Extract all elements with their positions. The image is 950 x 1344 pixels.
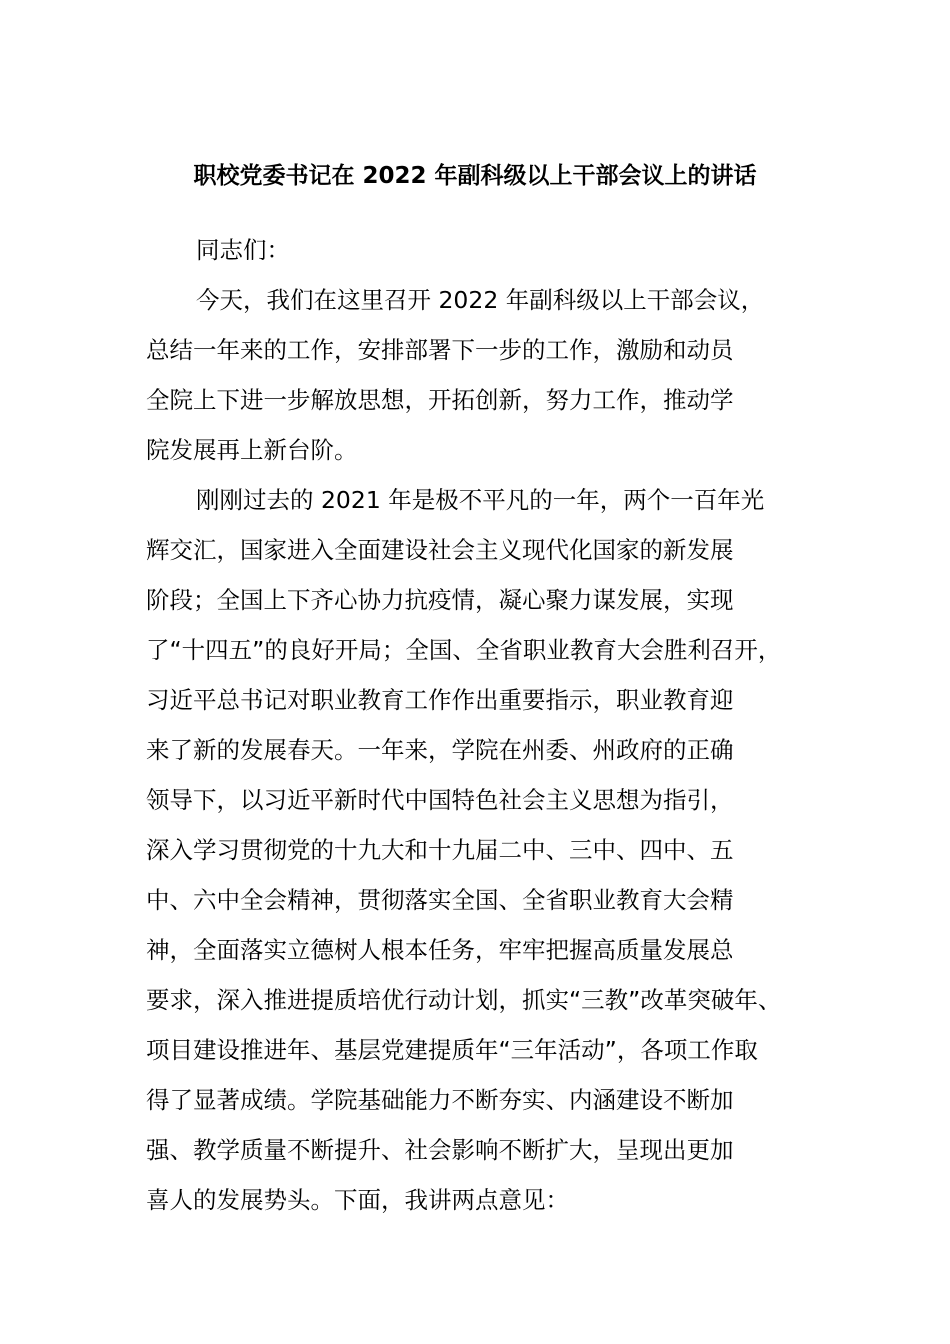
paragraph-line: 强、教学质量不断提升、社会影响不断扩大，呈现出更加	[146, 1136, 734, 1164]
paragraph-line: 习近平总书记对职业教育工作作出重要指示，职业教育迎	[146, 686, 734, 714]
paragraph-line: 中、六中全会精神，贯彻落实全国、全省职业教育大会精	[146, 886, 734, 914]
paragraph-line: 深入学习贯彻党的十九大和十九届二中、三中、四中、五	[146, 836, 734, 864]
paragraph-line: 院发展再上新台阶。	[146, 436, 358, 464]
paragraph-line: 全院上下进一步解放思想，开拓创新，努力工作，推动学	[146, 386, 734, 414]
salutation: 同志们：	[196, 236, 290, 264]
paragraph-line: 领导下，以习近平新时代中国特色社会主义思想为指引，	[146, 786, 734, 814]
paragraph-line: 辉交汇，国家进入全面建设社会主义现代化国家的新发展	[146, 536, 734, 564]
paragraph-line: 要求，深入推进提质培优行动计划，抓实“三教”改革突破年、	[146, 986, 782, 1014]
paragraph-line: 得了显著成绩。学院基础能力不断夯实、内涵建设不断加	[146, 1086, 734, 1114]
document-title: 职校党委书记在 2022 年副科级以上干部会议上的讲话	[193, 163, 757, 189]
paragraph-line: 刚刚过去的 2021 年是极不平凡的一年，两个一百年光	[196, 486, 765, 514]
paragraph-line: 喜人的发展势头。下面，我讲两点意见：	[146, 1186, 569, 1214]
paragraph-line: 今天，我们在这里召开 2022 年副科级以上干部会议，	[196, 286, 765, 314]
paragraph-line: 总结一年来的工作，安排部署下一步的工作，激励和动员	[146, 336, 734, 364]
paragraph-line: 了“十四五”的良好开局；全国、全省职业教育大会胜利召开，	[146, 636, 782, 664]
paragraph-line: 来了新的发展春天。一年来，学院在州委、州政府的正确	[146, 736, 734, 764]
paragraph-line: 神，全面落实立德树人根本任务，牢牢把握高质量发展总	[146, 936, 734, 964]
paragraph-line: 项目建设推进年、基层党建提质年“三年活动”，各项工作取	[146, 1036, 758, 1064]
paragraph-line: 阶段；全国上下齐心协力抗疫情，凝心聚力谋发展，实现	[146, 586, 734, 614]
